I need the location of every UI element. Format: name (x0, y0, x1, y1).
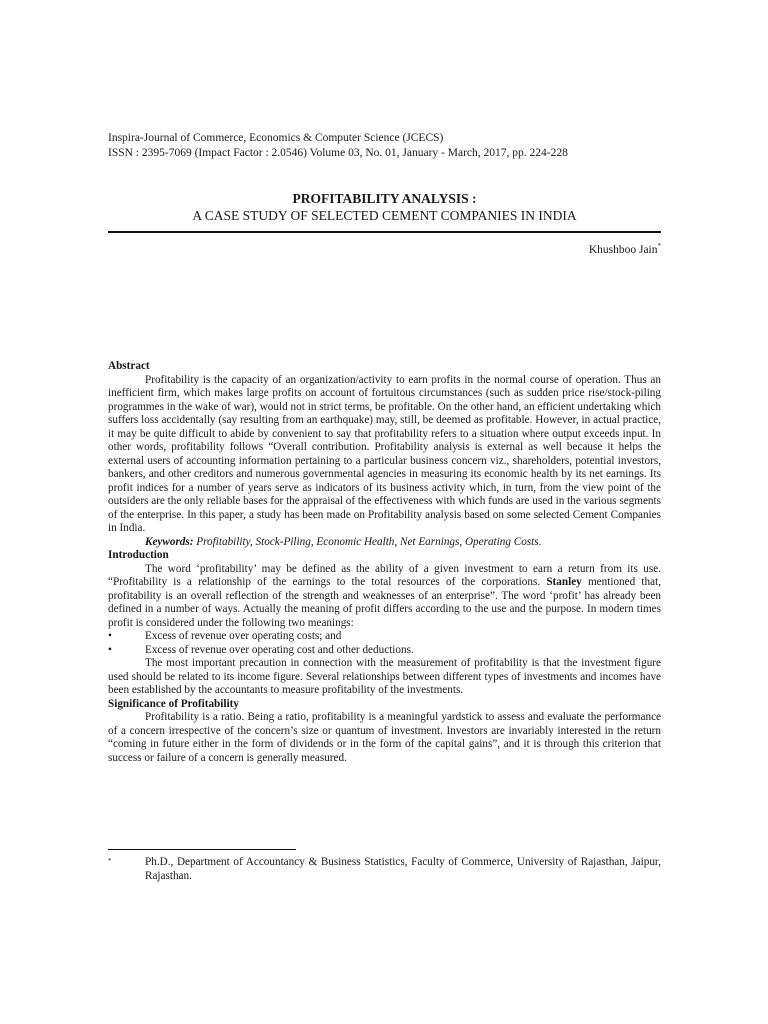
introduction-heading: Introduction (108, 549, 169, 561)
keywords-label: Keywords: (145, 535, 194, 548)
abstract-text: Profitability is the capacity of an organization/activity to earn profits in the normal course of operation. Thus an inefficient firm, which makes large profits on account of fortuitous circumstances (such as sudden price rise/stock-piling programmes in the wake of war), would not in strict terms, be profitable. On the other hand, an efficient undertaking which suffers loss accidentally (say resulting from an earthquake) may, still, be deemed as profitable. However, in actual practice, it may be quite difficult to abide by convenient to say that profitability refers to a situation where output exceeds input. In other words, profitability follows “Overall contribution. Profitability analysis is external as well because it helps the external users of accounting information pertaining to a particular business concern viz., shareholders, potential investors, bankers, and other creditors and numerous governmental agencies in measuring its economic health by its net earnings. Its profit indices for a number of years serve as indicators of its business activity which, in turn, from the view point of the outsiders are the only reliable bases for the appraisal of the effectiveness with which funds are used in the various segments of the enterprise. In this paper, a study has been made on Profitability analysis based on some selected Cement Companies in India. (108, 373, 661, 534)
introduction-paragraph-1 (108, 563, 661, 631)
bullet-text: Excess of revenue over operating costs; and (145, 630, 342, 642)
bullet-item (108, 630, 661, 644)
article-body (108, 360, 661, 765)
article-title-block (108, 190, 661, 224)
issn-line: ISSN : 2395-7069 (Impact Factor : 2.0546) Volume 03, No. 01, January - March, 2017, pp. 224-228 (108, 147, 568, 159)
journal-name: Inspira-Journal of Commerce, Economics & Computer Science (JCECS) (108, 132, 444, 144)
intro-stanley: Stanley (546, 576, 582, 588)
author-footnote-mark: * (657, 242, 661, 250)
bullet-text: Excess of revenue over operating cost and other deductions. (145, 643, 414, 656)
introduction-paragraph-2: The most important precaution in connection with the measurement of profitability is that the investment figure used should be related to its income figure. Several relationships between different types of investments and incomes have been established by the accountants to measure profitability of the investments. (108, 657, 661, 696)
footnote-mark: * (108, 857, 112, 865)
author-line (589, 242, 661, 256)
author-name: Khushboo Jain (588, 243, 658, 256)
footnote-text: Ph.D., Department of Accountancy & Business Statistics, Faculty of Commerce, University of Rajasthan, Jaipur, Rajasthan. (145, 856, 661, 882)
keywords-text: Profitability, Stock-Piling, Economic Health, Net Earnings, Operating Costs. (193, 535, 542, 548)
footnote (108, 856, 661, 883)
title-rule (108, 231, 661, 233)
intro-text-a: The word ‘profitability’ may be defined as the ability of a given investment to earn a return from its use. “Profitability is a relationship of the earnings to the total resources of the corporations. (108, 562, 661, 588)
journal-header (108, 131, 568, 161)
intro-text-b: mentioned that, profitability is an overall reflection of the strength and weaknesses of an enterprise”. The word ‘profit’ has already been defined in a number of ways. Actually the meaning of profit differs according to the use and the purpose. In modern times profit is considered under the following two meanings: (108, 576, 661, 629)
bullet-glyph: • (108, 630, 112, 642)
significance-heading: Significance of Profitability (108, 697, 239, 710)
abstract-heading: Abstract (108, 360, 150, 372)
keywords-line (108, 536, 661, 550)
article-title: PROFITABILITY ANALYSIS : (292, 191, 477, 206)
footnote-rule (108, 849, 296, 850)
significance-paragraph: Profitability is a ratio. Being a ratio, profitability is a meaningful yardstick to assess and evaluate the performance of a concern irrespective of the concern’s size or quantum of investment. Investors are invariably interested in the return “coming in future either in the form of dividends or in the form of the capital gains”, and it is through this criterion that success or failure of a concern is generally measured. (108, 711, 661, 764)
bullet-item (108, 644, 661, 658)
bullet-glyph: • (108, 643, 112, 656)
article-subtitle: A CASE STUDY OF SELECTED CEMENT COMPANIES IN INDIA (192, 208, 577, 223)
